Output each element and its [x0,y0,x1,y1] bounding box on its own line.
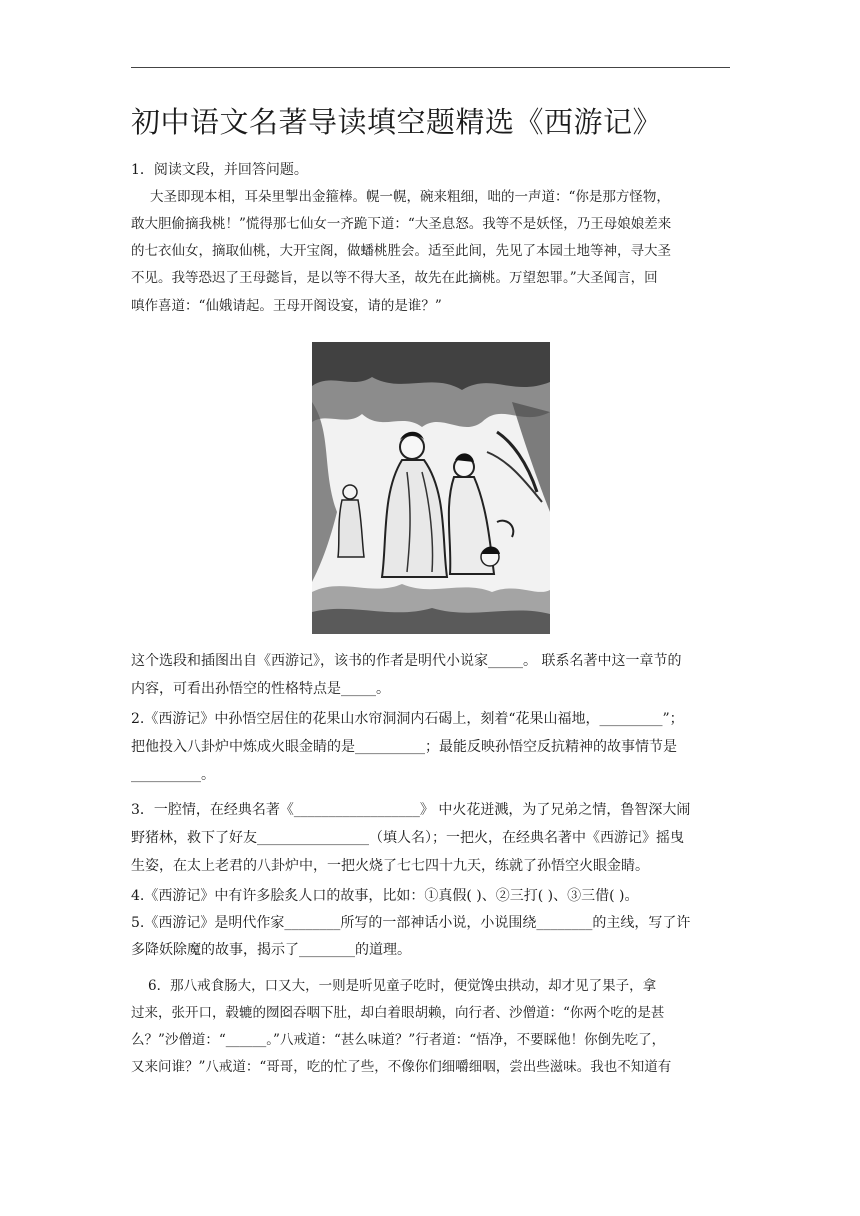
q1-passage-line-1: 大圣即现本相，耳朵里掣出金箍棒。幌一幌，碗来粗细，咄的一声道：“你是那方怪物， [150,189,670,205]
header-rule [131,67,730,68]
q3-line-2: 野猪林，救下了好友________________（填人名）；一把火，在经典名著中《西游记》摇曳 [131,830,684,846]
q2-line-2: 把他投入八卦炉中炼成火眼金睛的是__________；最能反映孙悟空反抗精神的故事情节是 [131,739,677,755]
q3-line-3: 生姿，在太上老君的八卦炉中，一把火烧了七七四十九天，练就了孙悟空火眼金睛。 [131,858,649,874]
q2-line-1: 2.《西游记》中孙悟空居住的花果山水帘洞洞内石碣上，刻着“花果山福地，_________”； [131,711,684,727]
page-title: 初中语文名著导读填空题精选《西游记》 [131,105,663,139]
illustration-image [312,342,550,634]
q1-passage-line-5: 嗔作喜道：“仙娥请起。王母开阁设宴，请的是谁？” [131,298,442,314]
q1-passage-line-2: 敢大胆偷摘我桃！”慌得那七仙女一齐跪下道：“大圣息怒。我等不是妖怪，乃王母娘娘差来 [131,216,672,232]
q5-line-1: 5.《西游记》是明代作家________所写的一部神话小说，小说围绕________的主线，写了许 [131,915,691,931]
q6-line-2: 过来，张开口，毂辘的囫囵吞咽下肚，却白着眼胡赖，向行者、沙僧道：“你两个吃的是甚 [131,1005,665,1021]
q2-line-3: __________。 [131,767,215,783]
q1-passage-line-3: 的七衣仙女，摘取仙桃，大开宝阁，做蟠桃胜会。适至此间，先见了本园土地等神，寻大圣 [131,243,671,259]
q1-question-line-2: 内容，可看出孙悟空的性格特点是_____。 [131,681,390,697]
q4-line-1: 4.《西游记》中有许多脍炙人口的故事，比如：①真假( )、②三打( )、③三借( )。 [131,888,639,904]
q1-passage-line-4: 不见。我等恐迟了王母懿旨，是以等不得大圣，故先在此摘桃。万望恕罪。”大圣闻言，回 [131,270,658,286]
q3-line-1: 3．一腔情，在经典名著《__________________》 中火花迸溅，为了兄弟之情，鲁智深大闹 [131,802,691,818]
q1-intro: 1．阅读文段，并回答问题。 [131,162,308,178]
q5-line-2: 多降妖除魔的故事，揭示了________的道理。 [131,942,411,958]
q6-line-3: 么？”沙僧道：“______。”八戒道：“甚么味道？”行者道：“悟净，不要睬他！你倒先吃了， [131,1032,666,1048]
q6-line-4: 又来问谁？”八戒道：“哥哥，吃的忙了些，不像你们细嚼细咽，尝出些滋味。我也不知道有 [131,1059,672,1075]
q1-question-line-1: 这个选段和插图出自《西游记》，该书的作者是明代小说家_____。 联系名著中这一章节的 [131,653,682,669]
q6-line-1: 6．那八戒食肠大，口又大，一则是听见童子吃时，便觉馋虫拱动，却才见了果子，拿 [148,978,657,994]
